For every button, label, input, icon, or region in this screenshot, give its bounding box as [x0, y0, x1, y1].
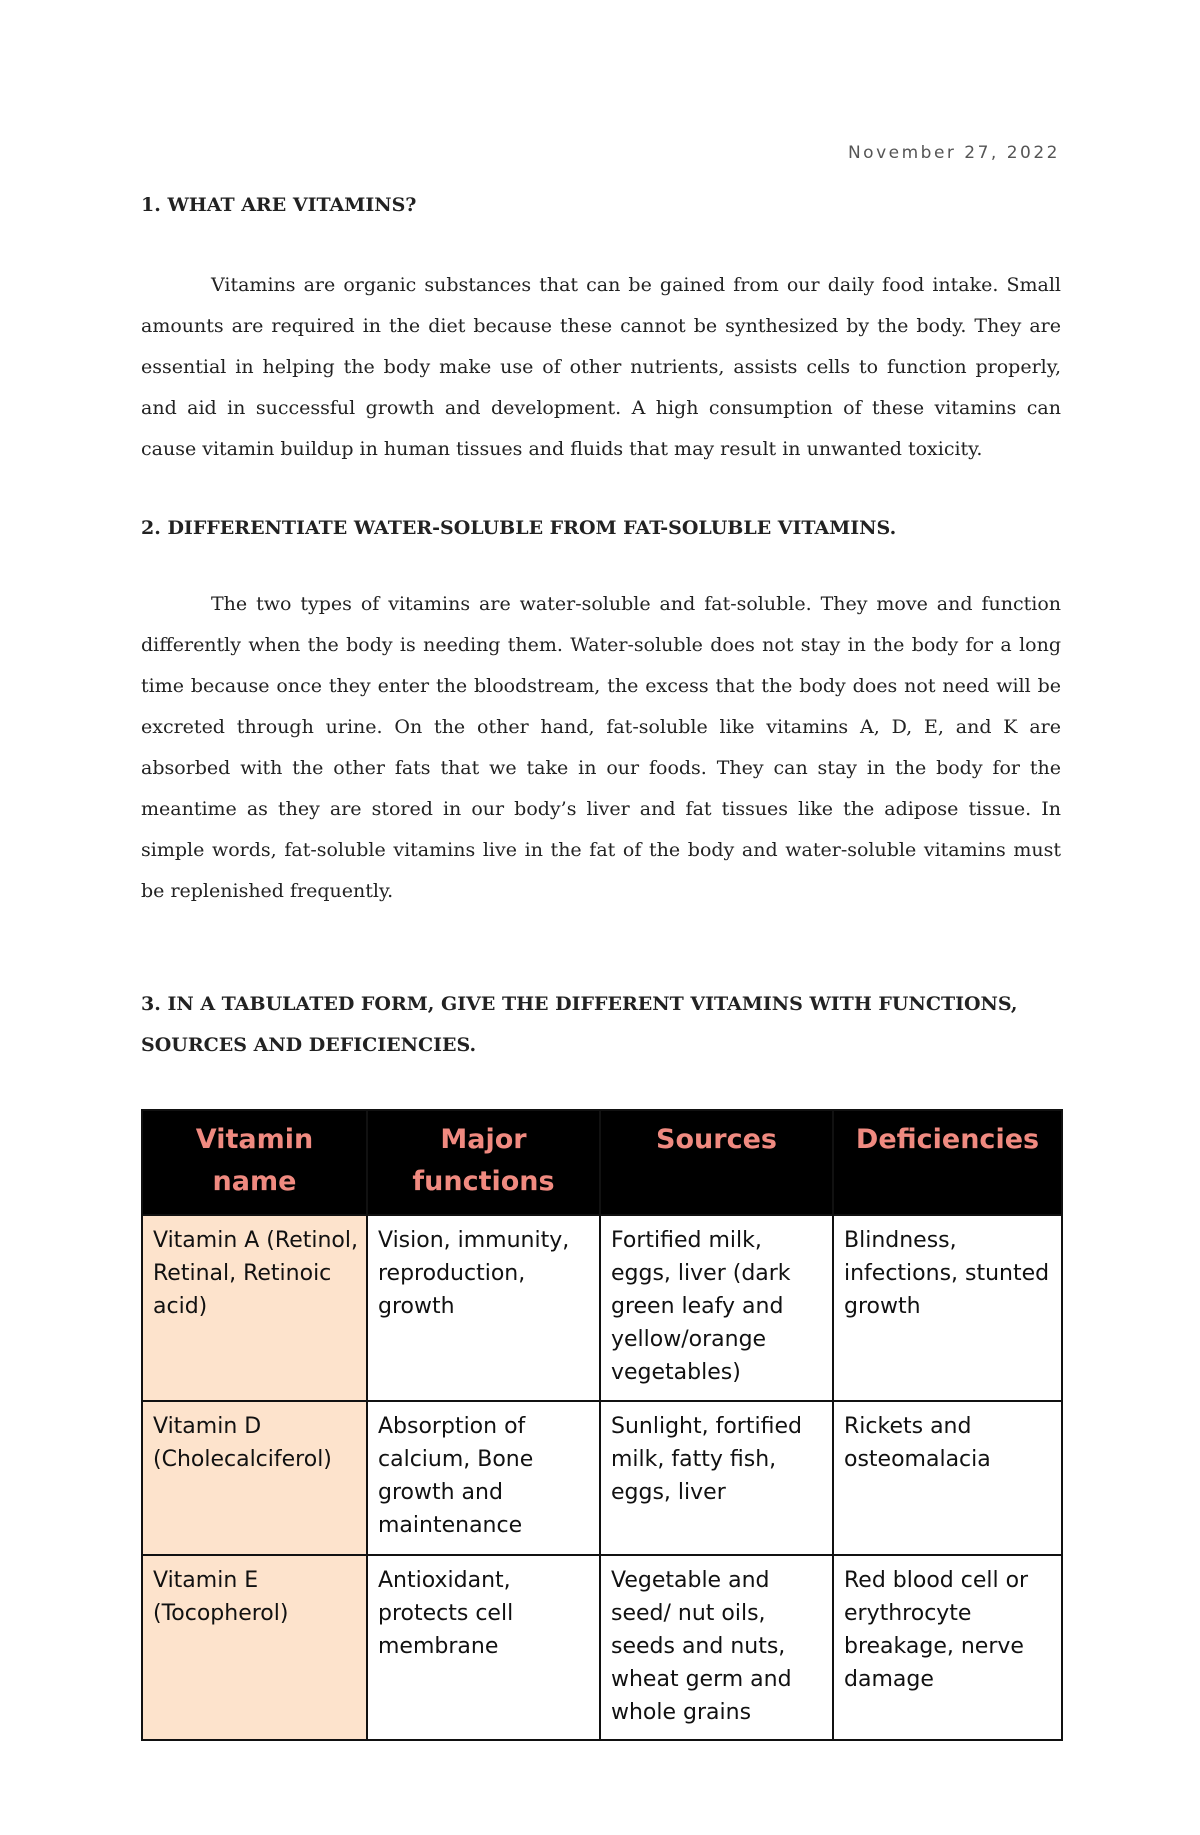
sources-cell: Fortified milk, eggs, liver (dark green leafy and yellow/orange vegetables): [600, 1215, 833, 1401]
header-deficiencies: Deficiencies: [833, 1110, 1062, 1215]
functions-cell: Vision, immunity, reproduction, growth: [367, 1215, 600, 1401]
table-header-row: [142, 1110, 1062, 1215]
functions-cell: Antioxidant, protects cell membrane: [367, 1555, 600, 1740]
header-major-functions: Major functions: [367, 1110, 600, 1215]
section-2-heading: 2. DIFFERENTIATE WATER-SOLUBLE FROM FAT-SOLUBLE VITAMINS.: [141, 517, 897, 539]
header-sources: Sources: [600, 1110, 833, 1215]
section-1-paragraph: Vitamins are organic substances that can be gained from our daily food intake. Small amounts are required in the diet because these cannot be synthesized by the body. They are essential in helping the body make use of other nutrients, assists cells to function properly, and aid in successful growth and development. A high consumption of these vitamins can cause vitamin buildup in human tissues and fluids that may result in unwanted toxicity.: [141, 274, 1061, 460]
header-vitamin-name: Vitamin name: [142, 1110, 367, 1215]
table-row: [142, 1555, 1062, 1740]
table-row: [142, 1215, 1062, 1401]
vitamin-name-cell: Vitamin E (Tocopherol): [142, 1555, 367, 1740]
deficiencies-cell: Blindness, infections, stunted growth: [833, 1215, 1062, 1401]
section-2-paragraph: The two types of vitamins are water-soluble and fat-soluble. They move and function differently when the body is needing them. Water-soluble does not stay in the body for a long time because once they enter the bloodstream, the excess that the body does not need will be excreted through urine. On the other hand, fat-soluble like vitamins A, D, E, and K are absorbed with the other fats that we take in our foods. They can stay in the body for the meantime as they are stored in our body’s liver and fat tissues like the adipose tissue. In simple words, fat-soluble vitamins live in the fat of the body and water-soluble vitamins must be replenished frequently.: [141, 593, 1061, 902]
deficiencies-cell: Red blood cell or erythrocyte breakage, nerve damage: [833, 1555, 1062, 1740]
table-row: [142, 1401, 1062, 1555]
deficiencies-cell: Rickets and osteomalacia: [833, 1401, 1062, 1555]
section-3-heading: 3. IN A TABULATED FORM, GIVE THE DIFFERENT VITAMINS WITH FUNCTIONS, SOURCES AND DEFICIENCIES.: [141, 993, 1018, 1056]
section-1-heading: 1. WHAT ARE VITAMINS?: [141, 194, 417, 216]
sources-cell: Vegetable and seed/ nut oils, seeds and nuts, wheat germ and whole grains: [600, 1555, 833, 1740]
vitamin-name-cell: Vitamin A (Retinol, Retinal, Retinoic acid): [142, 1215, 367, 1401]
sources-cell: Sunlight, fortified milk, fatty fish, eggs, liver: [600, 1401, 833, 1555]
functions-cell: Absorption of calcium, Bone growth and maintenance: [367, 1401, 600, 1555]
document-date: November 27, 2022: [847, 143, 1060, 163]
vitamins-table: [141, 1109, 1063, 1741]
document-body: [141, 185, 1061, 1741]
vitamin-name-cell: Vitamin D (Cholecalciferol): [142, 1401, 367, 1555]
